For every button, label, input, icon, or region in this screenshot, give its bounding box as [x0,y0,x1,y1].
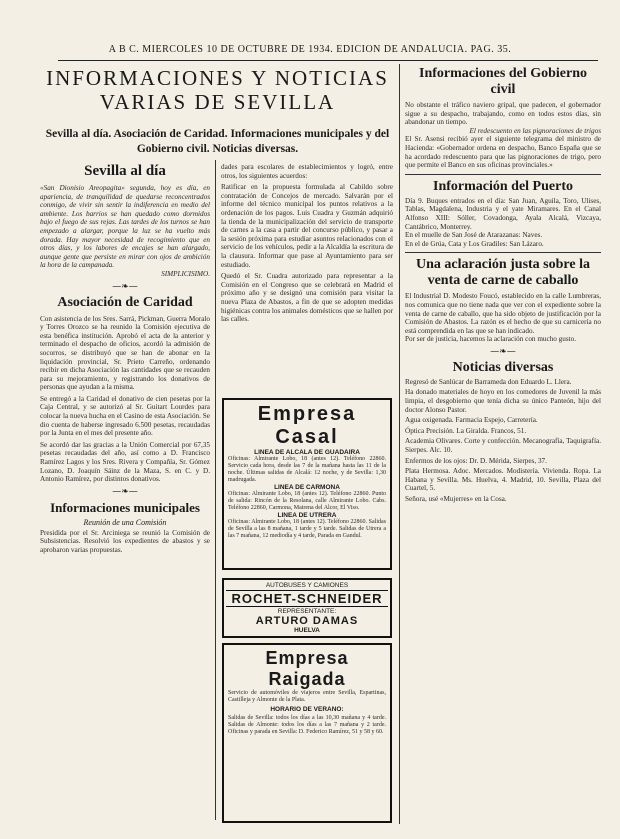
column-a [40,163,210,555]
section-sevilla-al-dia-text: «San Dionisio Areopagita» segunda, hoy es día, en apariencia, de tranquilidad de quedarse reconcentrados conmigo, de vivir sin sentir la indiferencia en medio del ambiente. Los barrios se han quedado como dormidos bajo el fuego de sus rejas. Las tardes de los turnos se han empezado a alargar, porque la luz se ha vuelto más dorada. Hay mayor necesidad de recogimiento que en otros días, y los labores de encajes se han alargado, aunque gente que persiste en mirar con ojos de ambición la hora de la campanada. [40,184,210,270]
noticias-item-5: Academia Olivares. Corte y confección. Mecanografía, Taquigrafía. Sierpes. Alc. 10. [405,437,601,455]
ad-line-carmona: LINEA DE CARMONA [274,484,340,491]
section-gobierno-civil-text: No obstante el tráfico naviero gripal, que padecen, el gobernador sigue a su despacho, trabajando, como en todos estos días, sin abandonar un tiempo. [405,101,601,127]
section-puerto-text-2: En el muelle de San José de Atarazanas: Naves. [405,231,543,240]
column-b [221,163,393,324]
ad-rochet-schneider [222,578,392,638]
ad-raigada-text-2: Salidas de Sevilla: todos los días a las 10,30 mañana y 4 tarde. Salidas de Almonte: todos los días a las 7 mañana y 2 tarde. Oficinas y parada en Sevilla: D. Federico Ramírez, 51 y 58 y 60. [228,715,386,735]
ad-rochet-city: HUELVA [294,627,320,634]
ad-line-alcala: LINEA DE ALCALA DE GUADAIRA [254,449,360,456]
section-noticias-title: Noticias diversas [452,359,554,375]
noticias-item-4: Óptica Precisión. La Giralda. Francos, 51. [405,426,527,435]
column-rule-1 [215,160,216,820]
colb-intro-text: dades para escolares de establecimientos y logró, entre otros, los siguientes acuerdos: [221,163,393,180]
section-puerto-text: Día 9. Buques entrados en el día: San Juan, Aguila, Toro, Ulises, Tablas, Magdalena, Industria y el yate Miramares. En el Canal Alfonso XIII: Sóller, Covadonga, Ayala Alcalá, Vizcaya, Cantábrico, Monterrey. [405,196,601,231]
section-sevilla-al-dia-title: Sevilla al día [84,163,166,179]
section-gobierno-civil-title: Informaciones del Gobierno civil [419,66,587,97]
ad-rochet-title: ROCHET-SCHNEIDER [226,590,388,607]
section-municipales-text: Presidida por el Sr. Arciniega se reunió la Comisión de Subsistencias. Resolvió los expedientes de abastos y se aprobaron varias propuestas. [40,528,210,554]
main-title-line2: VARIAS DE SEVILLA [99,90,336,114]
ad-empresa-raigada [222,643,392,823]
column-rule-2 [399,64,400,824]
section-divider [405,174,601,175]
section-municipales-title: Informaciones municipales [50,499,200,515]
ad-raigada-horario: HORARIO DE VERANO: [270,706,344,713]
section-caridad-title: Asociación de Caridad [57,294,193,310]
noticias-item-3: Agua oxigenada. Farmacia Espejo, Carretería. [405,416,538,425]
colb-body-text: Ratificar en la propuesta formulada al Cabildo sobre contratación de Concejos de mercado. Salvarán por el informe del técnico municipal los puntos relativos a la ordenación de los pagos. Luis Cuadra y Guzmán adquirió la tienda de la municipalización del servicio de transporte de carnes a la casa a partir del concurso público, y pasar a la sesión próxima para estudiar asuntos relacionados con el servicio de los vehículos, pedir a la Alcaldía la escritura de la clausura. Informar que pase al Ayuntamiento para ser estudiado. [221,183,393,269]
ornament-divider: —❧— [490,346,516,357]
ad-raigada-text: Servicio de automóviles de viajeros entre Sevilla, Espartinas, Castilleja y Almonte de la Plata. [228,690,386,703]
noticias-item-2: Ha donado materiales de hoyo en los comedores de Juvenil la más limpia, el desgobierno que tenía dicha su único Panteón, hijo del doctor Alonso Pastor. [405,388,601,414]
main-title-line1: INFORMACIONES Y NOTICIAS [46,66,389,90]
noticias-item-1: Regresó de Sanlúcar de Barrameda don Eduardo L. Llera. [405,377,572,386]
section-aclaracion-text: El Industrial D. Modesto Foucó, establecido en la calle Lumbreras, nos comunica que no tiene nada que ver con el expediente sobre la venta de carne de caballo, que ha sido objeto de justificación por la Comisión de Abastos. La razón es el hecho de que su carnicería no está comprendida en las que se han indicado. [405,292,601,335]
noticias-item-8: Señora, usé «Mujerres» en la Cosa. [405,495,507,503]
section-divider [405,252,601,253]
ad-rochet-name: ARTURO DAMAS [255,615,359,627]
ad-raigada-title: Empresa Raigada [265,648,349,689]
ad-line-utrera: LINEA DE UTRERA [277,512,337,519]
main-subhead: Sevilla al día. Asociación de Caridad. Informaciones municipales y del Gobierno civil. Noticias diversas. [45,128,390,155]
ad-rochet-top: AUTOBUSES Y CAMIONES [265,582,349,589]
section-gobierno-civil-text-2: El Sr. Asensi recibió ayer el siguiente telegrama del ministro de Hacienda: «Gobernador ordena en despacho, Banco España que se ha acordado redescuento para que las pignoraciones de trigo, pero que permite el Banco en sus oficinas provinciales.» [405,135,601,170]
ad-utrera-text: Oficinas: Almirante Lobo, 18 (antes 12). Teléfono 22860. Salidas de Sevilla a las 8 mañana, 1 tarde y 5 tarde. Salidas de Utrera a las 7 mañana, 12 mediodía y 4 tarde, Parada en Gandul. [228,519,386,539]
ad-empresa-casal-title: Empresa Casal [257,403,357,448]
header-rule [58,60,598,61]
section-caridad-text-3: Se acordó dar las gracias a la Unión Comercial por 67,35 pesetas recaudadas del año, así como a D. Francisco Ramírez Lagos y los Sres. Rivera y Compañía, Sr. Gómez Lozano, D. Joaquín Sáinz de la Maza, S. en C. y D. Antonio Ramírez, por distintos donativos. [40,440,210,484]
ornament-divider: —❧— [112,281,138,292]
main-title [40,66,395,114]
section-aclaracion-title: Una aclaración justa sobre la venta de carne de caballo [416,257,590,289]
colb-body-text-2: Quedó el Sr. Cuadra autorizado para representar a la Comisión en el Congreso que se celebrará en Madrid el próximo año y se designó una comisión para visitar la nueva Plaza de Abastos, a fin de que se adopten medidas higiénicas contra los animales domésticos que se hallen por las calles. [221,272,393,324]
section-caridad-text-2: Se entregó a la Caridad el donativo de cien pesetas por la Caja Central, y se autorizó al Sr. Guitart Lourdes para colocar la nueva hucha en el Casino de esta Asociación. Se dio cuenta de haberse ingresado 6.500 pesetas, recaudadas por la Junta en el mes del presente año. [40,394,210,438]
ornament-divider: —❧— [112,486,138,497]
ad-empresa-casal [222,398,392,570]
ad-rochet-rep: REPRESENTANTE: [277,608,337,615]
noticias-item-7: Plata Hermosa. Adoc. Mercados. Modistería. Vivienda. Ropa. La Habana y Sevilla. Ms. Huelva, 4. Madrid, 10. Sevilla, Plaza del Cuartel, 5. [405,467,601,493]
section-municipales-subtitle: Reunión de una Comisión [83,517,167,527]
section-sevilla-al-dia-signature: SIMPLICISIMO. [161,269,210,278]
ad-alcala-text: Oficinas: Almirante Lobo, 18 (antes 12). Teléfono 22860. Servicio cada hora, desde las 7 de la mañana hasta las 11 de la noche. Últimas salidas de Alcalá: 12 noche, y de Sevilla: 1,30 madrugada. [228,456,386,483]
column-c [405,66,601,504]
section-gobierno-civil-note: El redescuento en las pignoraciones de trigos [469,126,601,135]
noticias-item-6: Enfermos de los ojos: Dr. D. Mérida, Sierpes, 37. [405,456,547,465]
section-puerto-text-3: En el de Grúa, Cata y Los Gradiles: San Lázaro. [405,239,544,248]
section-caridad-text: Con asistencia de los Sres. Sarrá, Pickman, Guerra Moralo y Torres Orozco se ha reunido la Comisión ejecutiva de esta benéfica institución. Aprobó el acta de la anterior y terminado el despacho de oficios, acordó la admisión de socorros, se distribuyó que se han de abonar en la liquidación provincial, Sr. Prieto Carreño, ordenando recibir en dicha Asociación las cantidades que se recauden para su mejoramiento, y registrando los donativos de personas que ayudan a la misma. [40,314,210,392]
ad-carmona-text: Oficinas: Almirante Lobo, 18 (antes 12). Teléfono 22860. Punto de salida: Rincón de la Resolana, calle Almirante Lobo. Cabs. Teléfono 22860, Carmona, Mairena del Alcor, El Viso. [228,491,386,511]
section-puerto-title: Información del Puerto [433,178,573,194]
page-header: A B C. MIERCOLES 10 DE OCTUBRE DE 1934. EDICION DE ANDALUCIA. PAG. 35. [108,44,512,55]
section-aclaracion-text-2: Por ser de justicia, hacemos la aclaración con mucho gusto. [405,335,577,344]
